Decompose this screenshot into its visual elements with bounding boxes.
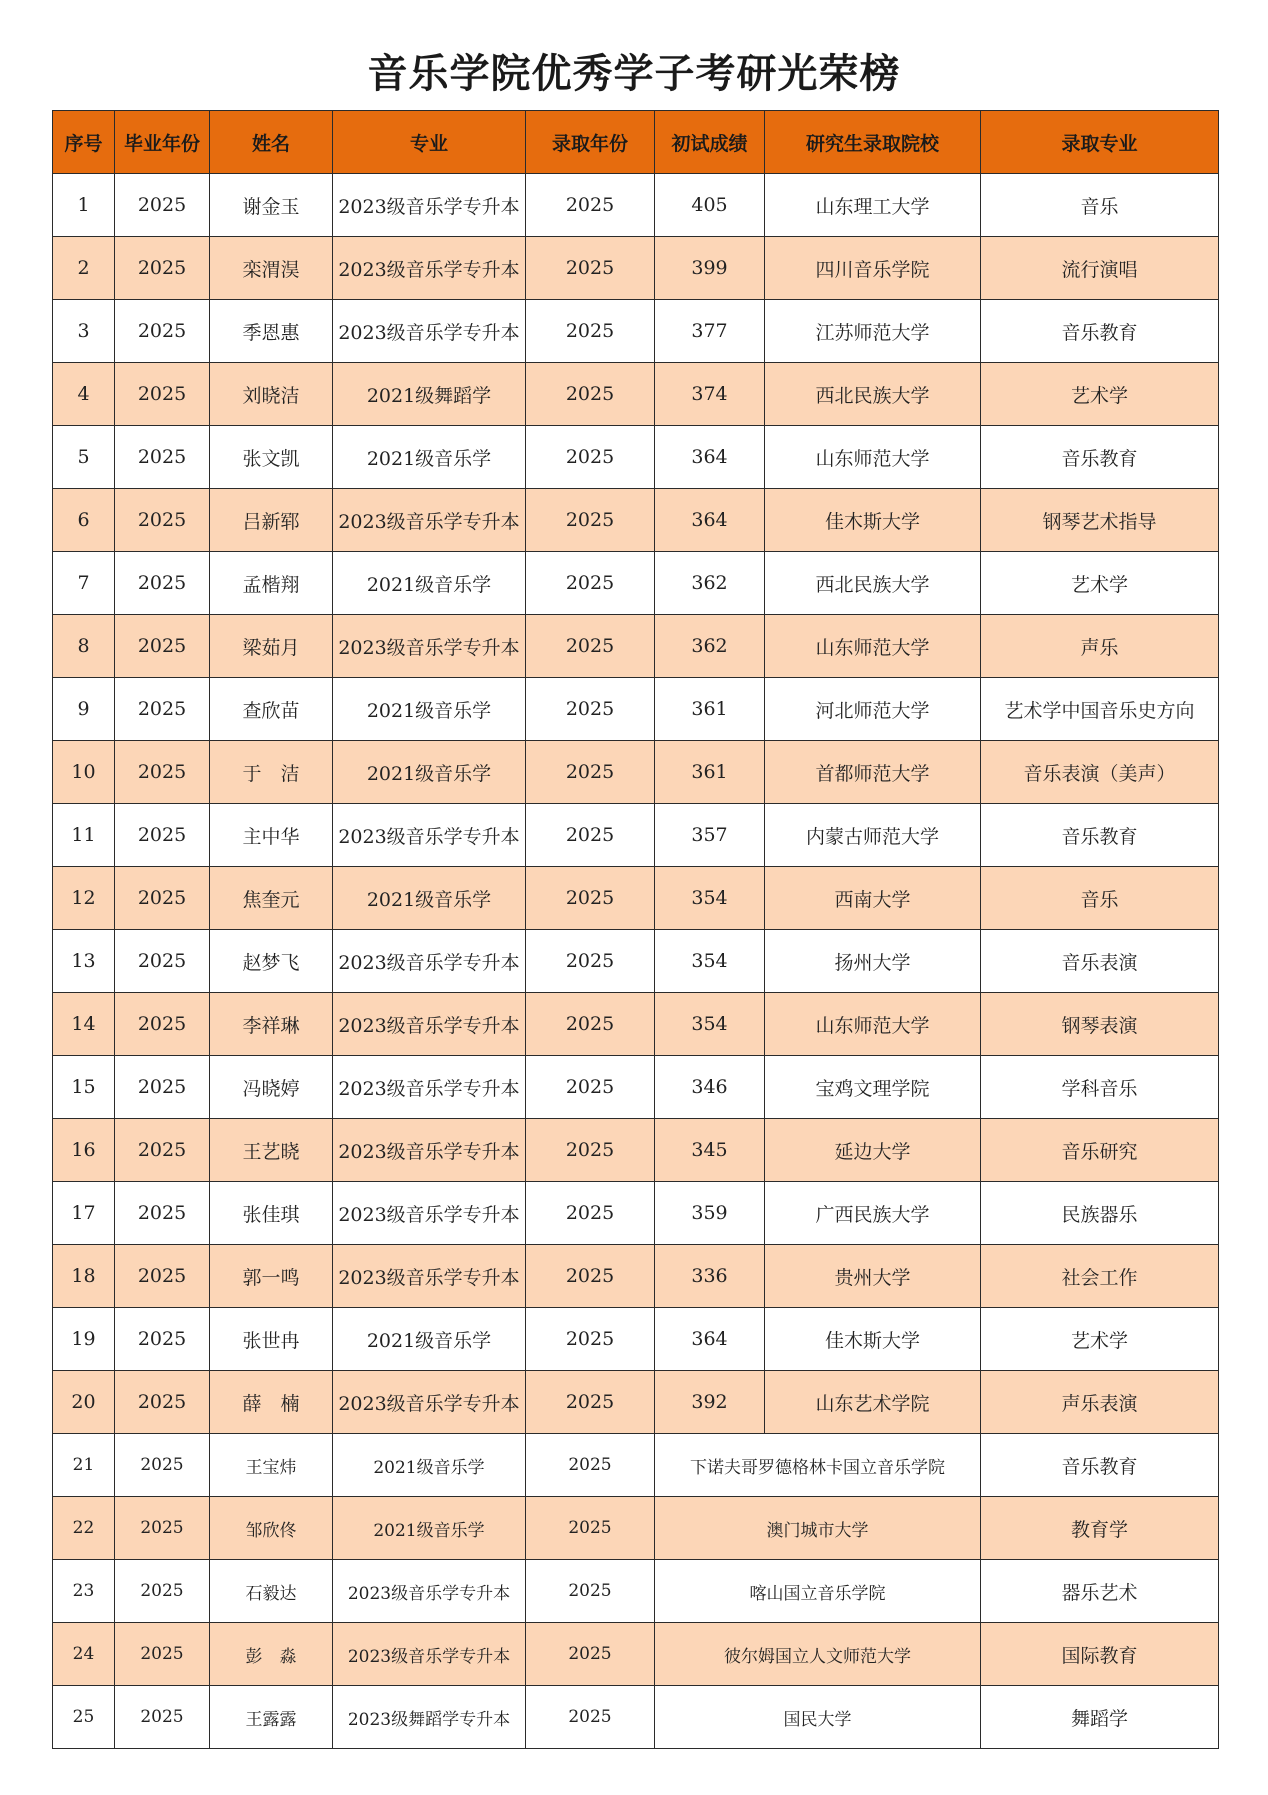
table-row	[53, 1119, 1219, 1182]
table-row	[53, 930, 1219, 993]
cell-score: 345	[655, 1119, 765, 1182]
cell-grad-year: 2025	[115, 930, 210, 993]
cell-no: 24	[53, 1623, 115, 1686]
cell-school: 山东理工大学	[765, 174, 981, 237]
cell-program: 艺术学中国音乐史方向	[981, 678, 1219, 741]
cell-name: 邹欣佟	[210, 1497, 333, 1560]
header-grad-year: 毕业年份	[115, 111, 210, 174]
cell-admit-year: 2025	[526, 1623, 655, 1686]
cell-program: 音乐	[981, 867, 1219, 930]
cell-score: 354	[655, 993, 765, 1056]
cell-program: 艺术学	[981, 1308, 1219, 1371]
table-row	[53, 615, 1219, 678]
cell-major: 2023级音乐学专升本	[333, 174, 526, 237]
cell-major: 2023级舞蹈学专升本	[333, 1686, 526, 1749]
cell-name: 冯晓婷	[210, 1056, 333, 1119]
cell-no: 7	[53, 552, 115, 615]
cell-no: 14	[53, 993, 115, 1056]
cell-major: 2023级音乐学专升本	[333, 1560, 526, 1623]
cell-name: 吕新郓	[210, 489, 333, 552]
cell-admit-year: 2025	[526, 363, 655, 426]
cell-grad-year: 2025	[115, 741, 210, 804]
cell-name: 谢金玉	[210, 174, 333, 237]
cell-name: 焦奎元	[210, 867, 333, 930]
cell-grad-year: 2025	[115, 678, 210, 741]
table-row	[53, 552, 1219, 615]
cell-score: 362	[655, 615, 765, 678]
table-row	[53, 237, 1219, 300]
cell-program: 音乐研究	[981, 1119, 1219, 1182]
cell-admit-year: 2025	[526, 804, 655, 867]
cell-name: 于 洁	[210, 741, 333, 804]
cell-score: 357	[655, 804, 765, 867]
cell-admit-year: 2025	[526, 1434, 655, 1497]
cell-name: 栾渭淏	[210, 237, 333, 300]
cell-grad-year: 2025	[115, 489, 210, 552]
cell-school: 国民大学	[655, 1686, 981, 1749]
cell-program: 声乐表演	[981, 1371, 1219, 1434]
table-row	[53, 1686, 1219, 1749]
cell-name: 梁茹月	[210, 615, 333, 678]
cell-program: 国际教育	[981, 1623, 1219, 1686]
cell-major: 2021级音乐学	[333, 1497, 526, 1560]
page-title: 音乐学院优秀学子考研光荣榜	[367, 51, 901, 97]
cell-no: 4	[53, 363, 115, 426]
cell-score: 377	[655, 300, 765, 363]
cell-no: 19	[53, 1308, 115, 1371]
cell-score: 361	[655, 741, 765, 804]
cell-name: 张文凯	[210, 426, 333, 489]
cell-name: 刘晓洁	[210, 363, 333, 426]
cell-major: 2023级音乐学专升本	[333, 1245, 526, 1308]
cell-no: 6	[53, 489, 115, 552]
cell-name: 薛 楠	[210, 1371, 333, 1434]
cell-school: 喀山国立音乐学院	[655, 1560, 981, 1623]
cell-school: 西北民族大学	[765, 552, 981, 615]
cell-no: 1	[53, 174, 115, 237]
cell-grad-year: 2025	[115, 993, 210, 1056]
cell-major: 2023级音乐学专升本	[333, 1056, 526, 1119]
cell-admit-year: 2025	[526, 1371, 655, 1434]
cell-program: 音乐教育	[981, 426, 1219, 489]
cell-no: 8	[53, 615, 115, 678]
cell-admit-year: 2025	[526, 1119, 655, 1182]
table-row	[53, 1371, 1219, 1434]
cell-admit-year: 2025	[526, 1182, 655, 1245]
cell-admit-year: 2025	[526, 741, 655, 804]
table-row	[53, 1308, 1219, 1371]
cell-no: 5	[53, 426, 115, 489]
cell-no: 18	[53, 1245, 115, 1308]
cell-major: 2021级音乐学	[333, 552, 526, 615]
cell-school: 贵州大学	[765, 1245, 981, 1308]
cell-program: 声乐	[981, 615, 1219, 678]
cell-program: 民族器乐	[981, 1182, 1219, 1245]
cell-grad-year: 2025	[115, 426, 210, 489]
cell-major: 2021级音乐学	[333, 741, 526, 804]
cell-no: 17	[53, 1182, 115, 1245]
cell-major: 2021级音乐学	[333, 867, 526, 930]
cell-admit-year: 2025	[526, 1245, 655, 1308]
cell-grad-year: 2025	[115, 1497, 210, 1560]
cell-school: 澳门城市大学	[655, 1497, 981, 1560]
cell-name: 查欣苗	[210, 678, 333, 741]
cell-admit-year: 2025	[526, 678, 655, 741]
cell-admit-year: 2025	[526, 489, 655, 552]
cell-grad-year: 2025	[115, 1119, 210, 1182]
cell-admit-year: 2025	[526, 1308, 655, 1371]
cell-no: 15	[53, 1056, 115, 1119]
cell-no: 2	[53, 237, 115, 300]
cell-major: 2023级音乐学专升本	[333, 1119, 526, 1182]
header-name: 姓名	[210, 111, 333, 174]
cell-admit-year: 2025	[526, 1056, 655, 1119]
cell-score: 364	[655, 489, 765, 552]
cell-admit-year: 2025	[526, 174, 655, 237]
cell-major: 2023级音乐学专升本	[333, 804, 526, 867]
table-row	[53, 993, 1219, 1056]
cell-no: 21	[53, 1434, 115, 1497]
cell-no: 12	[53, 867, 115, 930]
table-row	[53, 804, 1219, 867]
table-row	[53, 1245, 1219, 1308]
header-row	[53, 111, 1219, 174]
cell-school: 山东师范大学	[765, 615, 981, 678]
cell-grad-year: 2025	[115, 1371, 210, 1434]
cell-grad-year: 2025	[115, 1560, 210, 1623]
cell-name: 孟楷翔	[210, 552, 333, 615]
cell-name: 赵梦飞	[210, 930, 333, 993]
cell-admit-year: 2025	[526, 1686, 655, 1749]
cell-score: 354	[655, 930, 765, 993]
header-admit-year: 录取年份	[526, 111, 655, 174]
cell-name: 季恩惠	[210, 300, 333, 363]
table-row	[53, 1056, 1219, 1119]
cell-name: 郭一鸣	[210, 1245, 333, 1308]
cell-admit-year: 2025	[526, 1497, 655, 1560]
cell-major: 2021级音乐学	[333, 1308, 526, 1371]
cell-no: 25	[53, 1686, 115, 1749]
table-row	[53, 741, 1219, 804]
cell-no: 10	[53, 741, 115, 804]
cell-program: 音乐表演（美声）	[981, 741, 1219, 804]
table-row	[53, 1434, 1219, 1497]
cell-no: 13	[53, 930, 115, 993]
cell-school: 山东艺术学院	[765, 1371, 981, 1434]
cell-score: 362	[655, 552, 765, 615]
cell-name: 石毅达	[210, 1560, 333, 1623]
cell-name: 王宝炜	[210, 1434, 333, 1497]
table-row	[53, 489, 1219, 552]
cell-school: 河北师范大学	[765, 678, 981, 741]
cell-grad-year: 2025	[115, 867, 210, 930]
cell-program: 音乐表演	[981, 930, 1219, 993]
cell-score: 361	[655, 678, 765, 741]
cell-school: 西北民族大学	[765, 363, 981, 426]
cell-score: 336	[655, 1245, 765, 1308]
cell-name: 主中华	[210, 804, 333, 867]
cell-score: 392	[655, 1371, 765, 1434]
cell-no: 22	[53, 1497, 115, 1560]
cell-admit-year: 2025	[526, 993, 655, 1056]
cell-admit-year: 2025	[526, 552, 655, 615]
cell-program: 音乐教育	[981, 804, 1219, 867]
cell-school: 四川音乐学院	[765, 237, 981, 300]
cell-no: 9	[53, 678, 115, 741]
cell-major: 2021级舞蹈学	[333, 363, 526, 426]
header-school: 研究生录取院校	[765, 111, 981, 174]
cell-score: 399	[655, 237, 765, 300]
cell-grad-year: 2025	[115, 1434, 210, 1497]
cell-name: 张佳琪	[210, 1182, 333, 1245]
cell-program: 音乐教育	[981, 300, 1219, 363]
cell-grad-year: 2025	[115, 174, 210, 237]
cell-school: 佳木斯大学	[765, 1308, 981, 1371]
cell-score: 359	[655, 1182, 765, 1245]
cell-score: 346	[655, 1056, 765, 1119]
cell-school: 江苏师范大学	[765, 300, 981, 363]
honor-roll-table	[52, 110, 1219, 1749]
cell-grad-year: 2025	[115, 552, 210, 615]
cell-admit-year: 2025	[526, 1560, 655, 1623]
cell-admit-year: 2025	[526, 300, 655, 363]
cell-school: 彼尔姆国立人文师范大学	[655, 1623, 981, 1686]
cell-program: 钢琴艺术指导	[981, 489, 1219, 552]
cell-admit-year: 2025	[526, 615, 655, 678]
cell-program: 艺术学	[981, 363, 1219, 426]
header-major: 专业	[333, 111, 526, 174]
cell-name: 彭 淼	[210, 1623, 333, 1686]
cell-program: 音乐	[981, 174, 1219, 237]
header-no: 序号	[53, 111, 115, 174]
cell-school: 内蒙古师范大学	[765, 804, 981, 867]
cell-grad-year: 2025	[115, 1245, 210, 1308]
cell-grad-year: 2025	[115, 1056, 210, 1119]
header-score: 初试成绩	[655, 111, 765, 174]
table-body	[53, 174, 1219, 1749]
cell-grad-year: 2025	[115, 804, 210, 867]
cell-program: 音乐教育	[981, 1434, 1219, 1497]
cell-major: 2023级音乐学专升本	[333, 489, 526, 552]
cell-major: 2021级音乐学	[333, 678, 526, 741]
cell-school: 宝鸡文理学院	[765, 1056, 981, 1119]
cell-score: 364	[655, 1308, 765, 1371]
cell-school: 佳木斯大学	[765, 489, 981, 552]
cell-admit-year: 2025	[526, 930, 655, 993]
cell-grad-year: 2025	[115, 1623, 210, 1686]
cell-admit-year: 2025	[526, 867, 655, 930]
cell-grad-year: 2025	[115, 1182, 210, 1245]
cell-school: 下诺夫哥罗德格林卡国立音乐学院	[655, 1434, 981, 1497]
cell-program: 器乐艺术	[981, 1560, 1219, 1623]
cell-school: 扬州大学	[765, 930, 981, 993]
cell-major: 2021级音乐学	[333, 426, 526, 489]
cell-school: 首都师范大学	[765, 741, 981, 804]
cell-school: 西南大学	[765, 867, 981, 930]
cell-program: 钢琴表演	[981, 993, 1219, 1056]
cell-name: 王艺晓	[210, 1119, 333, 1182]
cell-score: 374	[655, 363, 765, 426]
cell-no: 23	[53, 1560, 115, 1623]
cell-name: 张世冉	[210, 1308, 333, 1371]
cell-grad-year: 2025	[115, 1308, 210, 1371]
header-program: 录取专业	[981, 111, 1219, 174]
cell-program: 舞蹈学	[981, 1686, 1219, 1749]
cell-major: 2023级音乐学专升本	[333, 1623, 526, 1686]
cell-no: 11	[53, 804, 115, 867]
cell-grad-year: 2025	[115, 1686, 210, 1749]
cell-score: 364	[655, 426, 765, 489]
cell-name: 李祥琳	[210, 993, 333, 1056]
table-row	[53, 867, 1219, 930]
table-row	[53, 426, 1219, 489]
cell-major: 2021级音乐学	[333, 1434, 526, 1497]
cell-program: 艺术学	[981, 552, 1219, 615]
cell-grad-year: 2025	[115, 300, 210, 363]
table-row	[53, 678, 1219, 741]
cell-no: 20	[53, 1371, 115, 1434]
cell-major: 2023级音乐学专升本	[333, 615, 526, 678]
cell-grad-year: 2025	[115, 237, 210, 300]
cell-no: 3	[53, 300, 115, 363]
cell-program: 流行演唱	[981, 237, 1219, 300]
cell-major: 2023级音乐学专升本	[333, 237, 526, 300]
cell-school: 延边大学	[765, 1119, 981, 1182]
cell-school: 广西民族大学	[765, 1182, 981, 1245]
cell-no: 16	[53, 1119, 115, 1182]
table-row	[53, 363, 1219, 426]
cell-major: 2023级音乐学专升本	[333, 1182, 526, 1245]
table-row	[53, 1560, 1219, 1623]
cell-score: 405	[655, 174, 765, 237]
cell-major: 2023级音乐学专升本	[333, 993, 526, 1056]
table-row	[53, 1623, 1219, 1686]
table-row	[53, 1497, 1219, 1560]
cell-grad-year: 2025	[115, 615, 210, 678]
cell-program: 学科音乐	[981, 1056, 1219, 1119]
cell-name: 王露露	[210, 1686, 333, 1749]
cell-admit-year: 2025	[526, 426, 655, 489]
cell-admit-year: 2025	[526, 237, 655, 300]
cell-program: 教育学	[981, 1497, 1219, 1560]
table-row	[53, 300, 1219, 363]
cell-school: 山东师范大学	[765, 426, 981, 489]
cell-grad-year: 2025	[115, 363, 210, 426]
cell-program: 社会工作	[981, 1245, 1219, 1308]
cell-score: 354	[655, 867, 765, 930]
cell-major: 2023级音乐学专升本	[333, 300, 526, 363]
cell-major: 2023级音乐学专升本	[333, 1371, 526, 1434]
table-row	[53, 174, 1219, 237]
cell-major: 2023级音乐学专升本	[333, 930, 526, 993]
table-row	[53, 1182, 1219, 1245]
cell-school: 山东师范大学	[765, 993, 981, 1056]
